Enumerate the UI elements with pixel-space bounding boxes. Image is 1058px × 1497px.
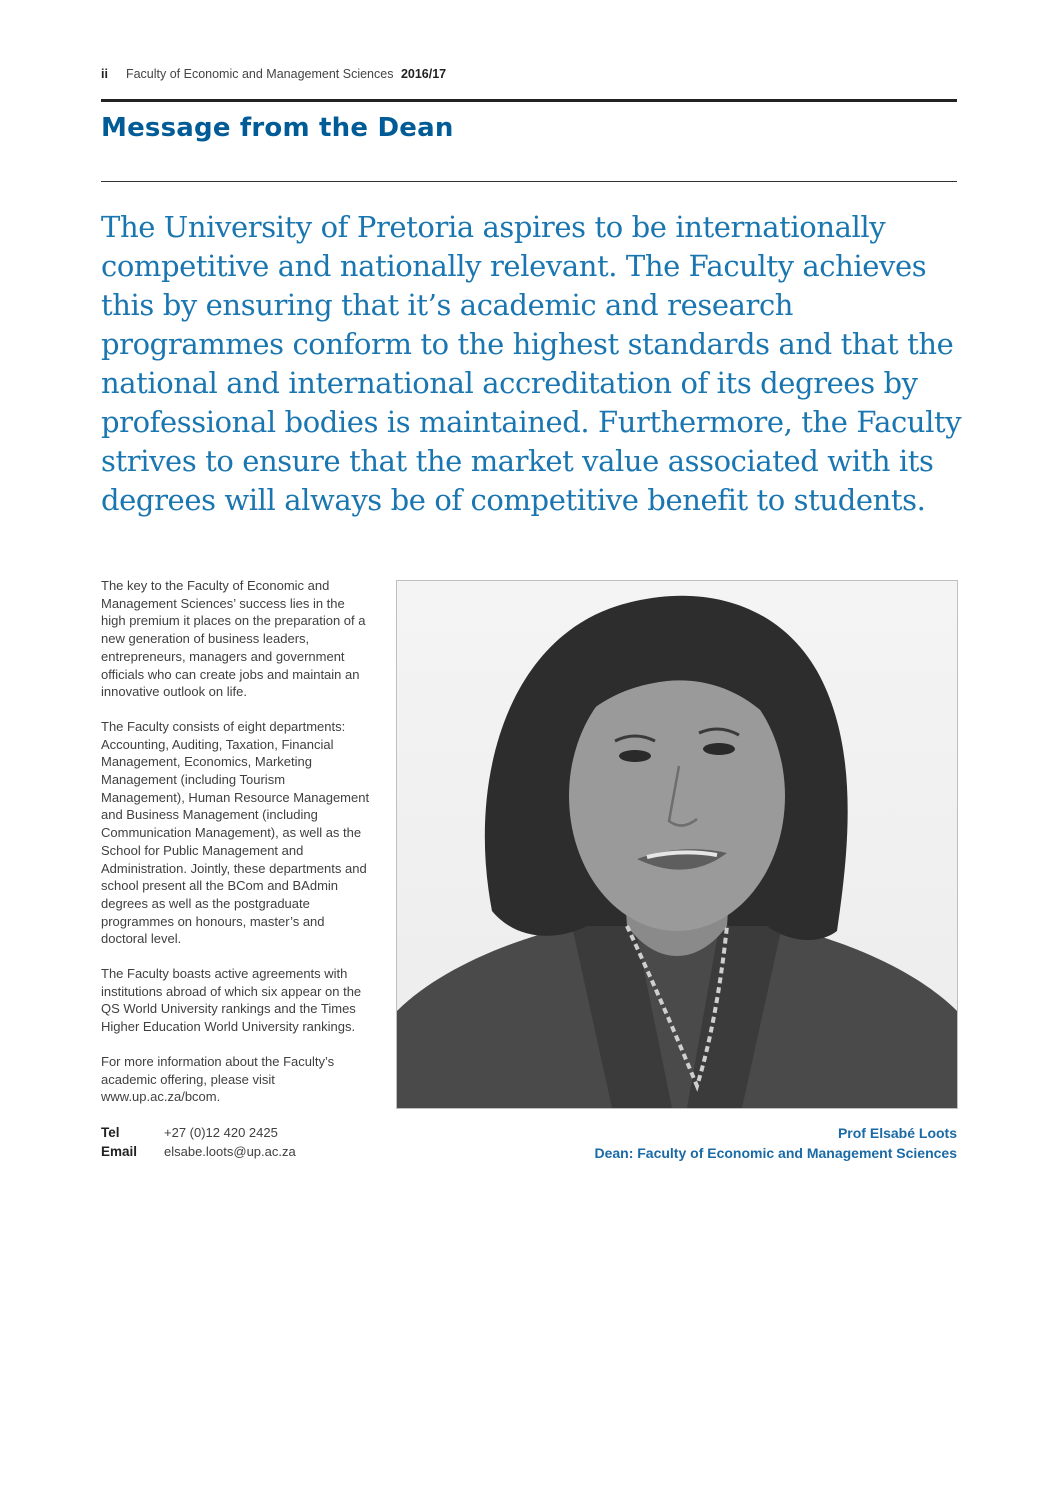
- email-value[interactable]: elsabe.loots@up.ac.za: [164, 1143, 296, 1159]
- dean-name: Prof Elsabé Loots: [837, 1125, 957, 1141]
- header-divider: [101, 99, 957, 102]
- eye-left: [619, 750, 651, 762]
- portrait-illustration: [397, 581, 957, 1108]
- dean-portrait-photo: [396, 580, 958, 1109]
- page-number: ii: [101, 67, 108, 81]
- body-paragraph: The Faculty boasts active agreements with institutions abroad of which six appear on the QS World University rankings and the Times Higher Education World University rankings.: [101, 966, 362, 1035]
- email-label: Email: [101, 1143, 138, 1159]
- tel-value: +27 (0)12 420 2425: [164, 1124, 278, 1140]
- tel-label: Tel: [101, 1124, 120, 1140]
- contact-email-row: [101, 1142, 371, 1161]
- body-paragraph: The key to the Faculty of Economic and Management Sciences’ success lies in the high premium it places on the preparation of a new generation of business leaders, entrepreneurs, managers and government officials who can create jobs and maintain an innovative outlook on life.: [101, 578, 366, 700]
- body-column: [101, 577, 371, 1161]
- eye-right: [703, 743, 735, 755]
- header-year: 2016/17: [400, 67, 447, 81]
- page-title: Message from the Dean: [101, 113, 454, 143]
- running-header: [101, 67, 957, 87]
- photo-caption: [594, 1123, 957, 1163]
- header-faculty-name: Faculty of Economic and Management Sciences: [125, 67, 394, 81]
- lead-paragraph: The University of Pretoria aspires to be internationally competitive and nationally relevant. The Faculty achieves this by ensuring that it’s academic and research programmes conform to the highest standards and that the national and international accreditation of its degrees by professional bodies is maintained. Furthermore, the Faculty strives to ensure that the market value associated with its degrees will always be of competitive benefit to students.: [101, 210, 962, 517]
- body-paragraph: For more information about the Faculty’s academic offering, please visit www.up.ac.za/bcom.: [101, 1053, 335, 1105]
- body-paragraph: The Faculty consists of eight departments: Accounting, Auditing, Taxation, Financial Management, Economics, Marketing Management (including Tourism Management), Human Resource Management and Business Management (including Communication Management), as well as the School for Public Management and Administration. Jointly, these departments and school present all the BCom and BAdmin degrees as well as the postgraduate programmes on honours, master’s and doctoral level.: [101, 718, 370, 947]
- contact-details: [101, 1123, 371, 1161]
- dean-title: Dean: Faculty of Economic and Management Sciences: [594, 1145, 957, 1161]
- contact-tel-row: [101, 1123, 371, 1142]
- title-divider: [101, 181, 957, 182]
